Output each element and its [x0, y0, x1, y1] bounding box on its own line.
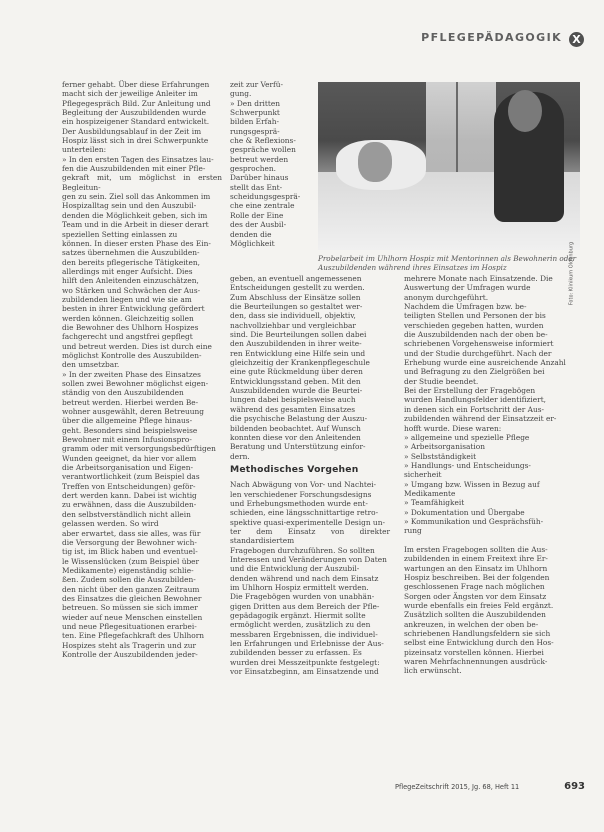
text-line: und betreut werden. Dies ist durch eine [62, 341, 212, 351]
text-line: che & Reflexions- [230, 136, 296, 146]
section-badge: X [569, 32, 584, 47]
text-line: zeit zur Verfü- [230, 80, 284, 89]
text-line: Schwerpunkt [230, 108, 280, 118]
text-line: zu erwähnen, dass die Auszubilden- [62, 500, 197, 510]
text-line: » allgemeine und spezielle Pflege [404, 432, 530, 442]
text-line: Medikamente [404, 488, 456, 498]
text-line: ren Entwicklung eine Hilfe sein und [230, 348, 366, 358]
mid-column-top [230, 80, 310, 248]
text-line: speziellen Setting einlassen zu [62, 229, 178, 239]
text-line: Fragebogen durchzuführen. So sollten [230, 545, 375, 555]
text-line: dert werden kann. Dabei ist wichtig [62, 491, 197, 501]
text-line: Treffen von Entscheidungen) geför- [62, 481, 196, 491]
text-line: Beratung und Unterstützung einfor- [230, 442, 366, 452]
text-line: ter dem Einsatz von direkter standardisiertem [230, 526, 390, 546]
text-line: Kontrolle der Auszubildenden jeder- [62, 649, 198, 659]
left-column [62, 80, 222, 659]
text-line: den selbstverständlich nicht allein [62, 509, 191, 519]
text-line: und die Entwicklung der Auszubil- [230, 564, 360, 574]
text-line: wieder auf neue Menschen einstellen [62, 612, 203, 622]
text-line: Medikamente) eigenständig schlie- [62, 565, 194, 575]
text-line: und neue Pflegesituationen erarbei- [62, 621, 197, 631]
text-line: besten in ihrer Entwicklung gefördert [62, 304, 205, 314]
text-line: Nach Abwägung von Vor- und Nachtei- [230, 480, 377, 490]
text-line: anonym durchgeführt. [404, 292, 489, 302]
text-line: hilft den Anleitenden einzuschätzen, [62, 276, 199, 286]
text-line: Auswertung der Umfragen wurde [404, 283, 531, 293]
mid-column-bottom [230, 274, 390, 676]
text-line: Bei der Erstellung der Fragebögen [404, 386, 536, 396]
footer-journal: PflegeZeitschrift 2015, Jg. 68, Heft 11 [395, 783, 520, 791]
text-line: » In den ersten Tagen des Einsatzes lau- [62, 154, 214, 164]
text-line: satzes übernehmen die Auszubilden- [62, 248, 200, 258]
text-line: » In der zweiten Phase des Einsatzes [62, 369, 201, 379]
text-line: tig ist, im Blick haben und eventuel- [62, 547, 198, 557]
text-line: wo Stärken und Schwächen der Aus- [62, 285, 201, 295]
text-line: Hospizalltag sein und den Auszubil- [62, 201, 197, 211]
text-line: zubildenden während der Einsatzzeit er- [404, 414, 557, 424]
text-line: le Wissenslücken (zum Beispiel über [62, 556, 200, 566]
photo-caregiver-head [508, 90, 542, 132]
text-line: » Kommunikation und Gesprächsfüh- [404, 516, 544, 526]
text-line: denden die [230, 229, 272, 239]
text-line: mehrere Monate nach Einsatzende. Die [404, 274, 553, 283]
text-line: die Auszubildenden nach der oben be- [404, 330, 548, 340]
text-line: » Selbstständigkeit [404, 451, 477, 461]
text-line: die Bewohner des Uhlhorn Hospizes [62, 322, 199, 332]
photo-window [426, 82, 496, 174]
text-line: Begleitung der Auszubildenden wurde [62, 108, 206, 118]
text-line: Erhebung wurde eine ausreichende Anzahl [404, 358, 566, 368]
section-title: PFLEGEPÄDAGOGIK [421, 31, 562, 44]
text-line: Nachdem die Umfragen bzw. be- [404, 302, 527, 312]
text-line: unterteilen: [62, 145, 107, 155]
text-line: betreut werden. Hierbei werden Be- [62, 397, 199, 407]
text-line: Hospiz beschreiben. Bei der folgenden [404, 573, 550, 582]
text-line: che eine zentrale [230, 201, 295, 211]
text-line: ein hospizeigener Standard entwickelt. [62, 117, 210, 127]
text-line: vor Einsatzbeginn, am Einsatzende und [230, 667, 379, 677]
right-column [404, 274, 566, 676]
text-line: teiligten Stellen und Personen der bis [404, 311, 546, 321]
text-line: messbaren Ergebnissen, die individuel- [230, 629, 378, 639]
text-line: über die allgemeine Pflege hinaus- [62, 416, 193, 426]
text-line: wartungen an den Einsatz im Uhlhorn [404, 563, 548, 573]
text-line: wurde ebenfalls ein freies Feld ergänzt. [404, 601, 554, 611]
text-line: Interessen und Veränderungen von Daten [230, 554, 387, 564]
text-line: macht sich der jeweilige Anleiter im [62, 89, 198, 99]
text-line: verschieden gegeben hatten, wurden [404, 320, 544, 330]
text-line: Rolle der Eine [230, 210, 284, 220]
text-line: und der Studie durchgeführt. Nach der [404, 348, 552, 358]
photo-window-frame [456, 82, 458, 174]
text-line: die Versorgung der Bewohner wich- [62, 537, 197, 547]
text-line: schriebenen Vorgehensweise informiert [404, 339, 554, 349]
text-line: fen die Auszubildenden mit einer Pfle- [62, 164, 206, 174]
text-line: Entwicklungsstand geben. Mit den [230, 376, 361, 386]
text-line: gelassen werden. So wird [62, 519, 159, 529]
text-line: können. In dieser ersten Phase des Ein- [62, 238, 211, 248]
text-line: denden die Möglichkeit geben, sich im [62, 210, 208, 220]
page-number: 693 [564, 781, 585, 792]
text-line: selbst eine Entwicklung durch den Hos- [404, 638, 554, 648]
text-line: » Umgang bzw. Wissen in Bezug auf [404, 479, 540, 489]
text-line: betreut werden [230, 154, 289, 164]
text-line: geht. Besonders sind beispielsweise [62, 425, 198, 435]
text-line: geschlossenen Frage nach möglichen [404, 582, 545, 592]
text-line: geben, an eventuell angemessenen [230, 274, 362, 283]
section-header [390, 30, 590, 54]
text-line: ankreuzen, in welchen der oben be- [404, 619, 539, 629]
text-line: stellt das Ent- [230, 182, 283, 192]
text-line: ten. Eine Pflegefachkraft des Uhlhorn [62, 631, 205, 641]
text-line: sollen zwei Bewohner möglichst eigen- [62, 379, 209, 388]
text-line: und Befragung zu den Zielgrößen bei [404, 367, 545, 377]
text-line: Zusätzlich sollten die Auszubildenden [404, 610, 546, 620]
text-line: die Arbeitsorganisation und Eigen- [62, 463, 193, 473]
text-line: rungsgesprä- [230, 126, 280, 136]
text-line: möglichst Kontrolle des Auszubilden- [62, 350, 202, 360]
text-line: werden können. Gleichzeitig sollen [62, 313, 194, 323]
text-line: während des gesamten Einsatzes [230, 404, 355, 414]
text-line: spektive quasi-experimentelle Design un- [230, 517, 385, 527]
text-line: Auszubildenden wurde die Beurtei- [230, 386, 363, 396]
text-line: Sorgen oder Ängsten vor dem Einsatz [404, 591, 547, 601]
text-line: Zum Abschluss der Einsätze sollen [230, 292, 361, 302]
text-line: bildenden beobachtet. Auf Wunsch [230, 423, 361, 433]
text-line: fachgerecht und angstfrei gepflegt [62, 332, 193, 342]
text-line: allerdings mit enger Aufsicht. Dies [62, 266, 193, 276]
text-line: des Einsatzes die gleichen Bewohner [62, 593, 202, 603]
text-line: Hospizes steht als Tragerin und zur [62, 640, 197, 650]
text-line: nachvollziehbar und vergleichbar [230, 320, 356, 330]
text-line: Bewohner mit einem Infusionspro- [62, 435, 192, 445]
text-line: gesprochen. [230, 164, 276, 174]
text-line: Entscheidungen gestellt zu werden. [230, 283, 365, 293]
text-line: in denen sich ein Fortschritt der Aus- [404, 404, 544, 414]
text-line: gramm oder mit versorgungsbedürftigen [62, 444, 216, 454]
text-line: » Arbeitsorganisation [404, 442, 485, 452]
text-line: » Den dritten [230, 98, 280, 108]
text-line: waren Mehrfachnennungen ausdrück- [404, 657, 548, 667]
text-line: lich erwünscht. [404, 666, 462, 676]
text-line: len Erfahrungen und Erlebnisse der Aus- [230, 639, 384, 649]
text-line: die Beurteilungen so gestaltet wer- [230, 302, 363, 312]
text-line: Möglichkeit [230, 238, 275, 248]
text-line: zubildenden besser zu erfassen. Es [230, 648, 362, 658]
section-heading: Methodisches Vorgehen [230, 463, 359, 475]
photo-patient [358, 142, 392, 182]
text-line: Hospiz lässt sich in drei Schwerpunkte [62, 136, 209, 146]
text-line: gen zu sein. Ziel soll das Ankommen im [62, 192, 211, 202]
text-line: denden während und nach dem Einsatz [230, 573, 379, 583]
text-line: den umsetzbar. [62, 360, 120, 370]
text-line: schriebenen Handlungsfeldern sie sich [404, 629, 551, 639]
text-line: betreuen. So müssen sie sich immer [62, 603, 198, 613]
text-line: gespräche wollen [230, 145, 296, 155]
text-line: pizeinsatz vorstellen können. Hierbei [404, 647, 544, 657]
text-line: verantwortlichkeit (zum Beispiel das [62, 472, 200, 482]
text-line: den bereits pflegerische Tätigkeiten, [62, 257, 201, 267]
page-footer [395, 781, 591, 795]
text-line: ermöglicht werden, zusätzlich zu den [230, 620, 371, 630]
text-line: den nicht über den ganzen Zeitraum [62, 584, 200, 594]
text-line: schieden, eine längsschnittartige retro- [230, 508, 379, 518]
text-line: ßen. Zudem sollen die Auszubilden- [62, 575, 196, 585]
text-line: dern. [230, 451, 250, 461]
text-line: gepädagogik ergänzt. Hiermit sollte [230, 611, 366, 621]
text-line: lungen dabei beispielsweise auch [230, 395, 356, 405]
text-line: ständig von den Auszubildenden [62, 388, 184, 398]
text-line: zubildenden in einem Freitext ihre Er- [404, 554, 548, 564]
text-line: Der Ausbildungsablauf in der Zeit im [62, 126, 202, 136]
text-line: Team und in die Arbeit in dieser derart [62, 220, 209, 230]
text-line: » Handlungs- und Entscheidungs- [404, 460, 531, 470]
text-line: den Auszubildenden in ihrer weite- [230, 339, 362, 349]
text-line: gekraft mit, um möglichst in ersten Begleitun- [62, 173, 222, 192]
text-line [404, 536, 566, 545]
photo-credit: Foto: Klinikum Oldenburg [568, 242, 574, 306]
text-line: bilden Erfah- [230, 117, 279, 127]
text-line: wohner ausgewählt, deren Betreuung [62, 407, 204, 417]
text-line: und Erhebungsmethoden wurde ent- [230, 498, 368, 508]
text-line: sind. Die Beurteilungen sollen dabei [230, 330, 367, 340]
text-line: » Teamfähigkeit [404, 498, 465, 508]
text-line: » Dokumentation und Übergabe [404, 507, 525, 517]
text-line: Die Fragebögen wurden von unabhän- [230, 592, 375, 602]
text-line: Im ersten Fragebogen sollten die Aus- [404, 544, 548, 554]
text-line: des der Ausbil- [230, 220, 287, 230]
text-line: wurden drei Messzeitpunkte festgelegt: [230, 657, 380, 667]
text-line: rung [404, 526, 422, 536]
text-line: ferner gehabt. Über diese Erfahrungen [62, 80, 210, 89]
text-line: konnten diese vor den Anleitenden [230, 432, 361, 442]
text-line: eine gute Rückmeldung über deren [230, 367, 363, 377]
text-line: Darüber hinaus [230, 173, 289, 183]
text-line: im Uhlhorn Hospiz ermittelt werden. [230, 583, 369, 592]
text-line: gigen Dritten aus dem Bereich der Pfle- [230, 601, 380, 611]
text-line: gung. [230, 89, 252, 99]
text-line: Wunden geeignet, da hier vor allem [62, 453, 197, 463]
photo-caption: Probelarbeit im Uhlhorn Hospiz mit Mentorinnen als Bewohnerin oder Auszubildenden während ihres Einsatzes im Hospiz [318, 254, 576, 272]
text-line: hofft wurde. Diese waren: [404, 423, 502, 433]
text-line: scheidungsgesprä- [230, 192, 301, 202]
text-line: aber erwartet, dass sie alles, was für [62, 528, 201, 538]
text-line: zubildenden liegen und wie sie am [62, 294, 192, 304]
text-line: den, dass sie individuell, objektiv, [230, 311, 356, 321]
text-line: sicherheit [404, 470, 442, 480]
text-line: gleichzeitig der Krankenpflegeschule [230, 358, 370, 368]
text-line: len verschiedener Forschungsdesigns [230, 489, 372, 499]
text-line: wurden Handlungsfelder identifiziert, [404, 395, 547, 405]
text-line: Pflegegespräch Bild. Zur Anleitung und [62, 98, 211, 108]
text-line: die psychische Belastung der Auszu- [230, 414, 368, 424]
text-line: der Studie beendet. [404, 376, 479, 386]
